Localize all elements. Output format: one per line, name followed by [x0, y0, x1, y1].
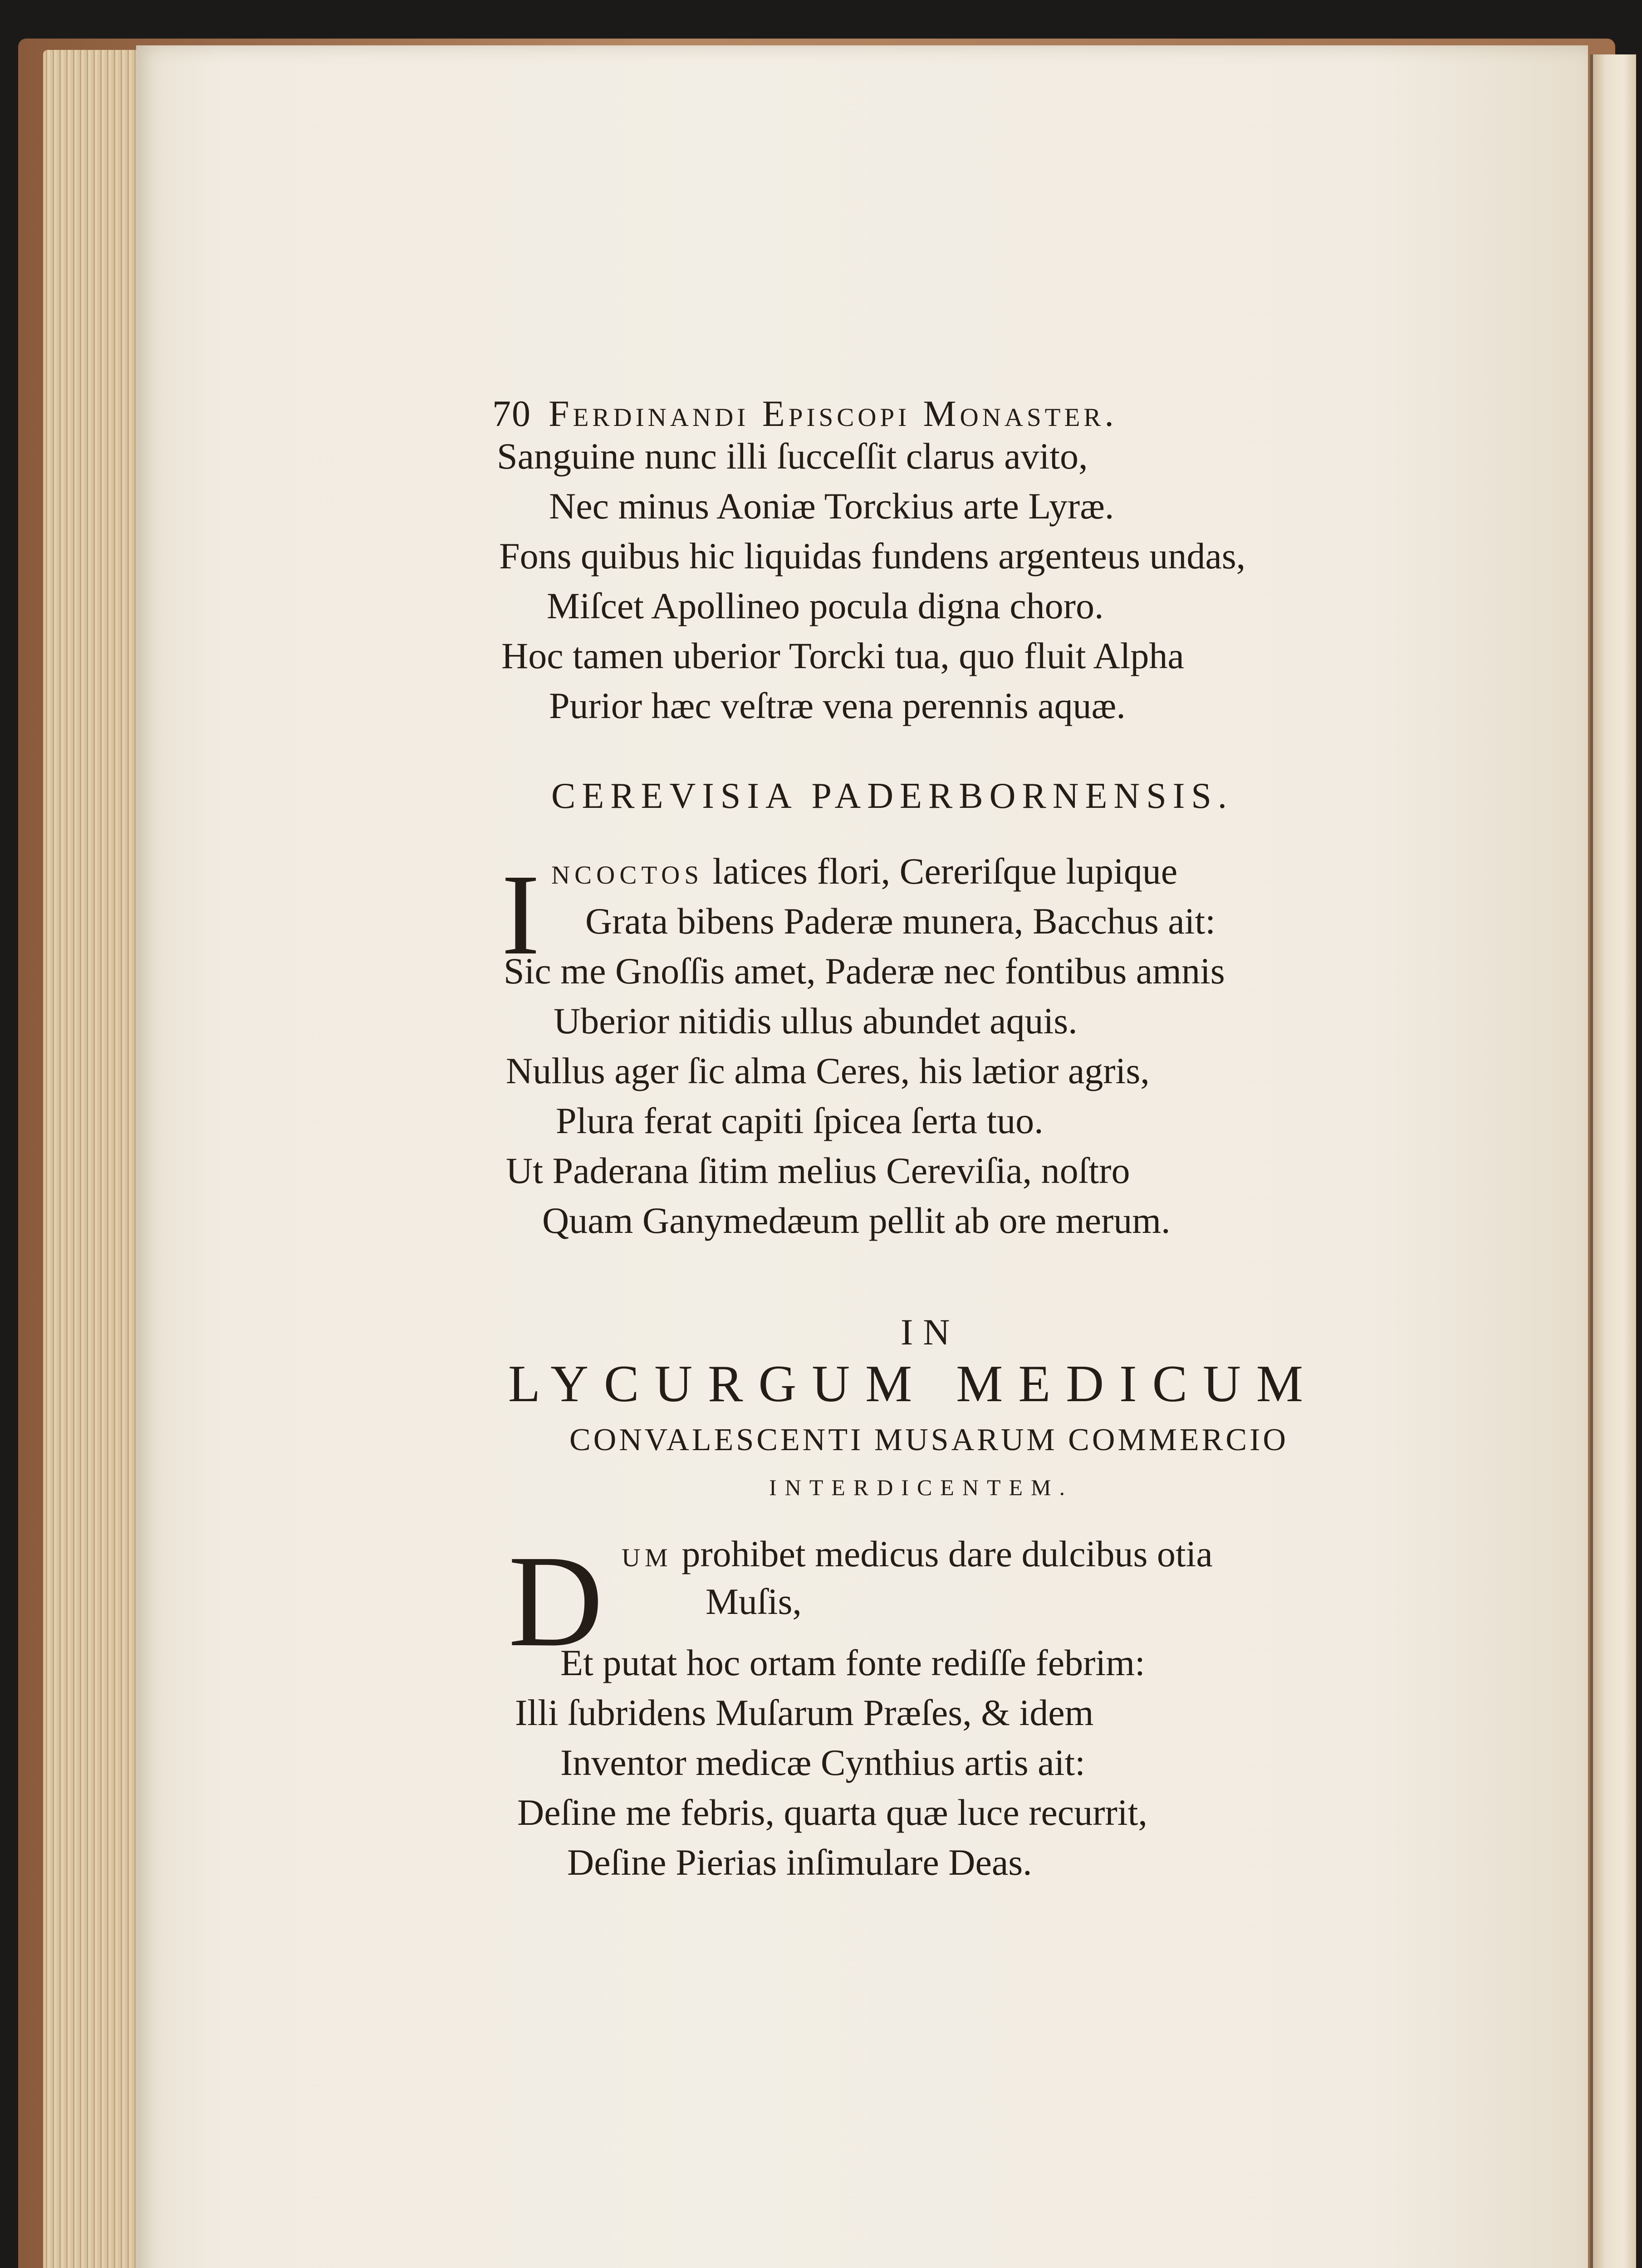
- poem2-first-word: ncoctos: [551, 850, 704, 892]
- poem2-drop-cap: I: [501, 851, 540, 979]
- poem3-heading-main: LYCURGUM MEDICUM: [508, 1355, 1319, 1413]
- poem1-line-5: Hoc tamen uberior Torcki tua, quo fluit Alpha: [501, 635, 1184, 676]
- poem2-line-3: Sic me Gnoſſis amet, Paderæ nec fontibus amnis: [504, 950, 1225, 992]
- poem1-line-4: Miſcet Apollineo pocula digna choro.: [547, 585, 1104, 626]
- poem3-heading-sub: CONVALESCENTI MUSARUM COMMERCIO: [569, 1422, 1289, 1457]
- poem2-line-5: Nullus ager ſic alma Ceres, his lætior agris,: [506, 1050, 1150, 1091]
- poem1-line-3: Fons quibus hic liquidas fundens argenteus undas,: [499, 535, 1246, 577]
- poem3-line-4: Illi ſubridens Muſarum Præſes, & idem: [515, 1692, 1094, 1733]
- running-head: [492, 392, 1118, 435]
- poem3-line-3: Et putat hoc ortam fonte rediſſe febrim:: [560, 1642, 1145, 1683]
- page-number: 70: [492, 393, 531, 434]
- poem2-line-2: Grata bibens Paderæ munera, Bacchus ait:: [585, 900, 1216, 942]
- poem1-line-6: Purior hæc veſtræ vena perennis aquæ.: [549, 685, 1126, 726]
- poem2-first-line-rest: latices flori, Cereriſque lupique: [712, 850, 1178, 892]
- poem3-first-line-rest: prohibet medicus dare dulcibus otia: [681, 1533, 1213, 1574]
- poem3-drop-cap: D: [508, 1528, 603, 1674]
- poem3-line-5: Inventor medicæ Cynthius artis ait:: [560, 1742, 1085, 1783]
- poem2-line-1: [551, 850, 1178, 892]
- poem3-heading-in: IN: [901, 1311, 960, 1353]
- poem3-line-1: [622, 1535, 1213, 1573]
- poem2-line-7: Ut Paderana ſitim melius Cereviſia, noſtro: [506, 1150, 1130, 1191]
- poem3-line-2: Muſis,: [706, 1581, 802, 1622]
- running-title: Ferdinandi Episcopi Monaster.: [549, 393, 1118, 434]
- poem2-line-8: Quam Ganymedæum pellit ab ore merum.: [542, 1200, 1171, 1241]
- poem2-heading: CEREVISIA PADERBORNENSIS.: [551, 776, 1233, 816]
- poem1-line-2: Nec minus Aoniæ Torckius arte Lyræ.: [549, 485, 1114, 527]
- poem3-heading-sub2: INTERDICENTEM.: [769, 1475, 1073, 1500]
- poem2-line-4: Uberior nitidis ullus abundet aquis.: [554, 1000, 1078, 1041]
- poem2-line-6: Plura ferat capiti ſpicea ſerta tuo.: [556, 1100, 1044, 1141]
- poem3-line-6: Deſine me febris, quarta quæ luce recurrit,: [517, 1792, 1147, 1833]
- poem1-line-1: Sanguine nunc illi ſucceſſit clarus avito,: [497, 435, 1088, 477]
- poem3-first-word: um: [622, 1533, 672, 1574]
- poem3-line-7: Deſine Pierias inſimulare Deas.: [567, 1842, 1032, 1883]
